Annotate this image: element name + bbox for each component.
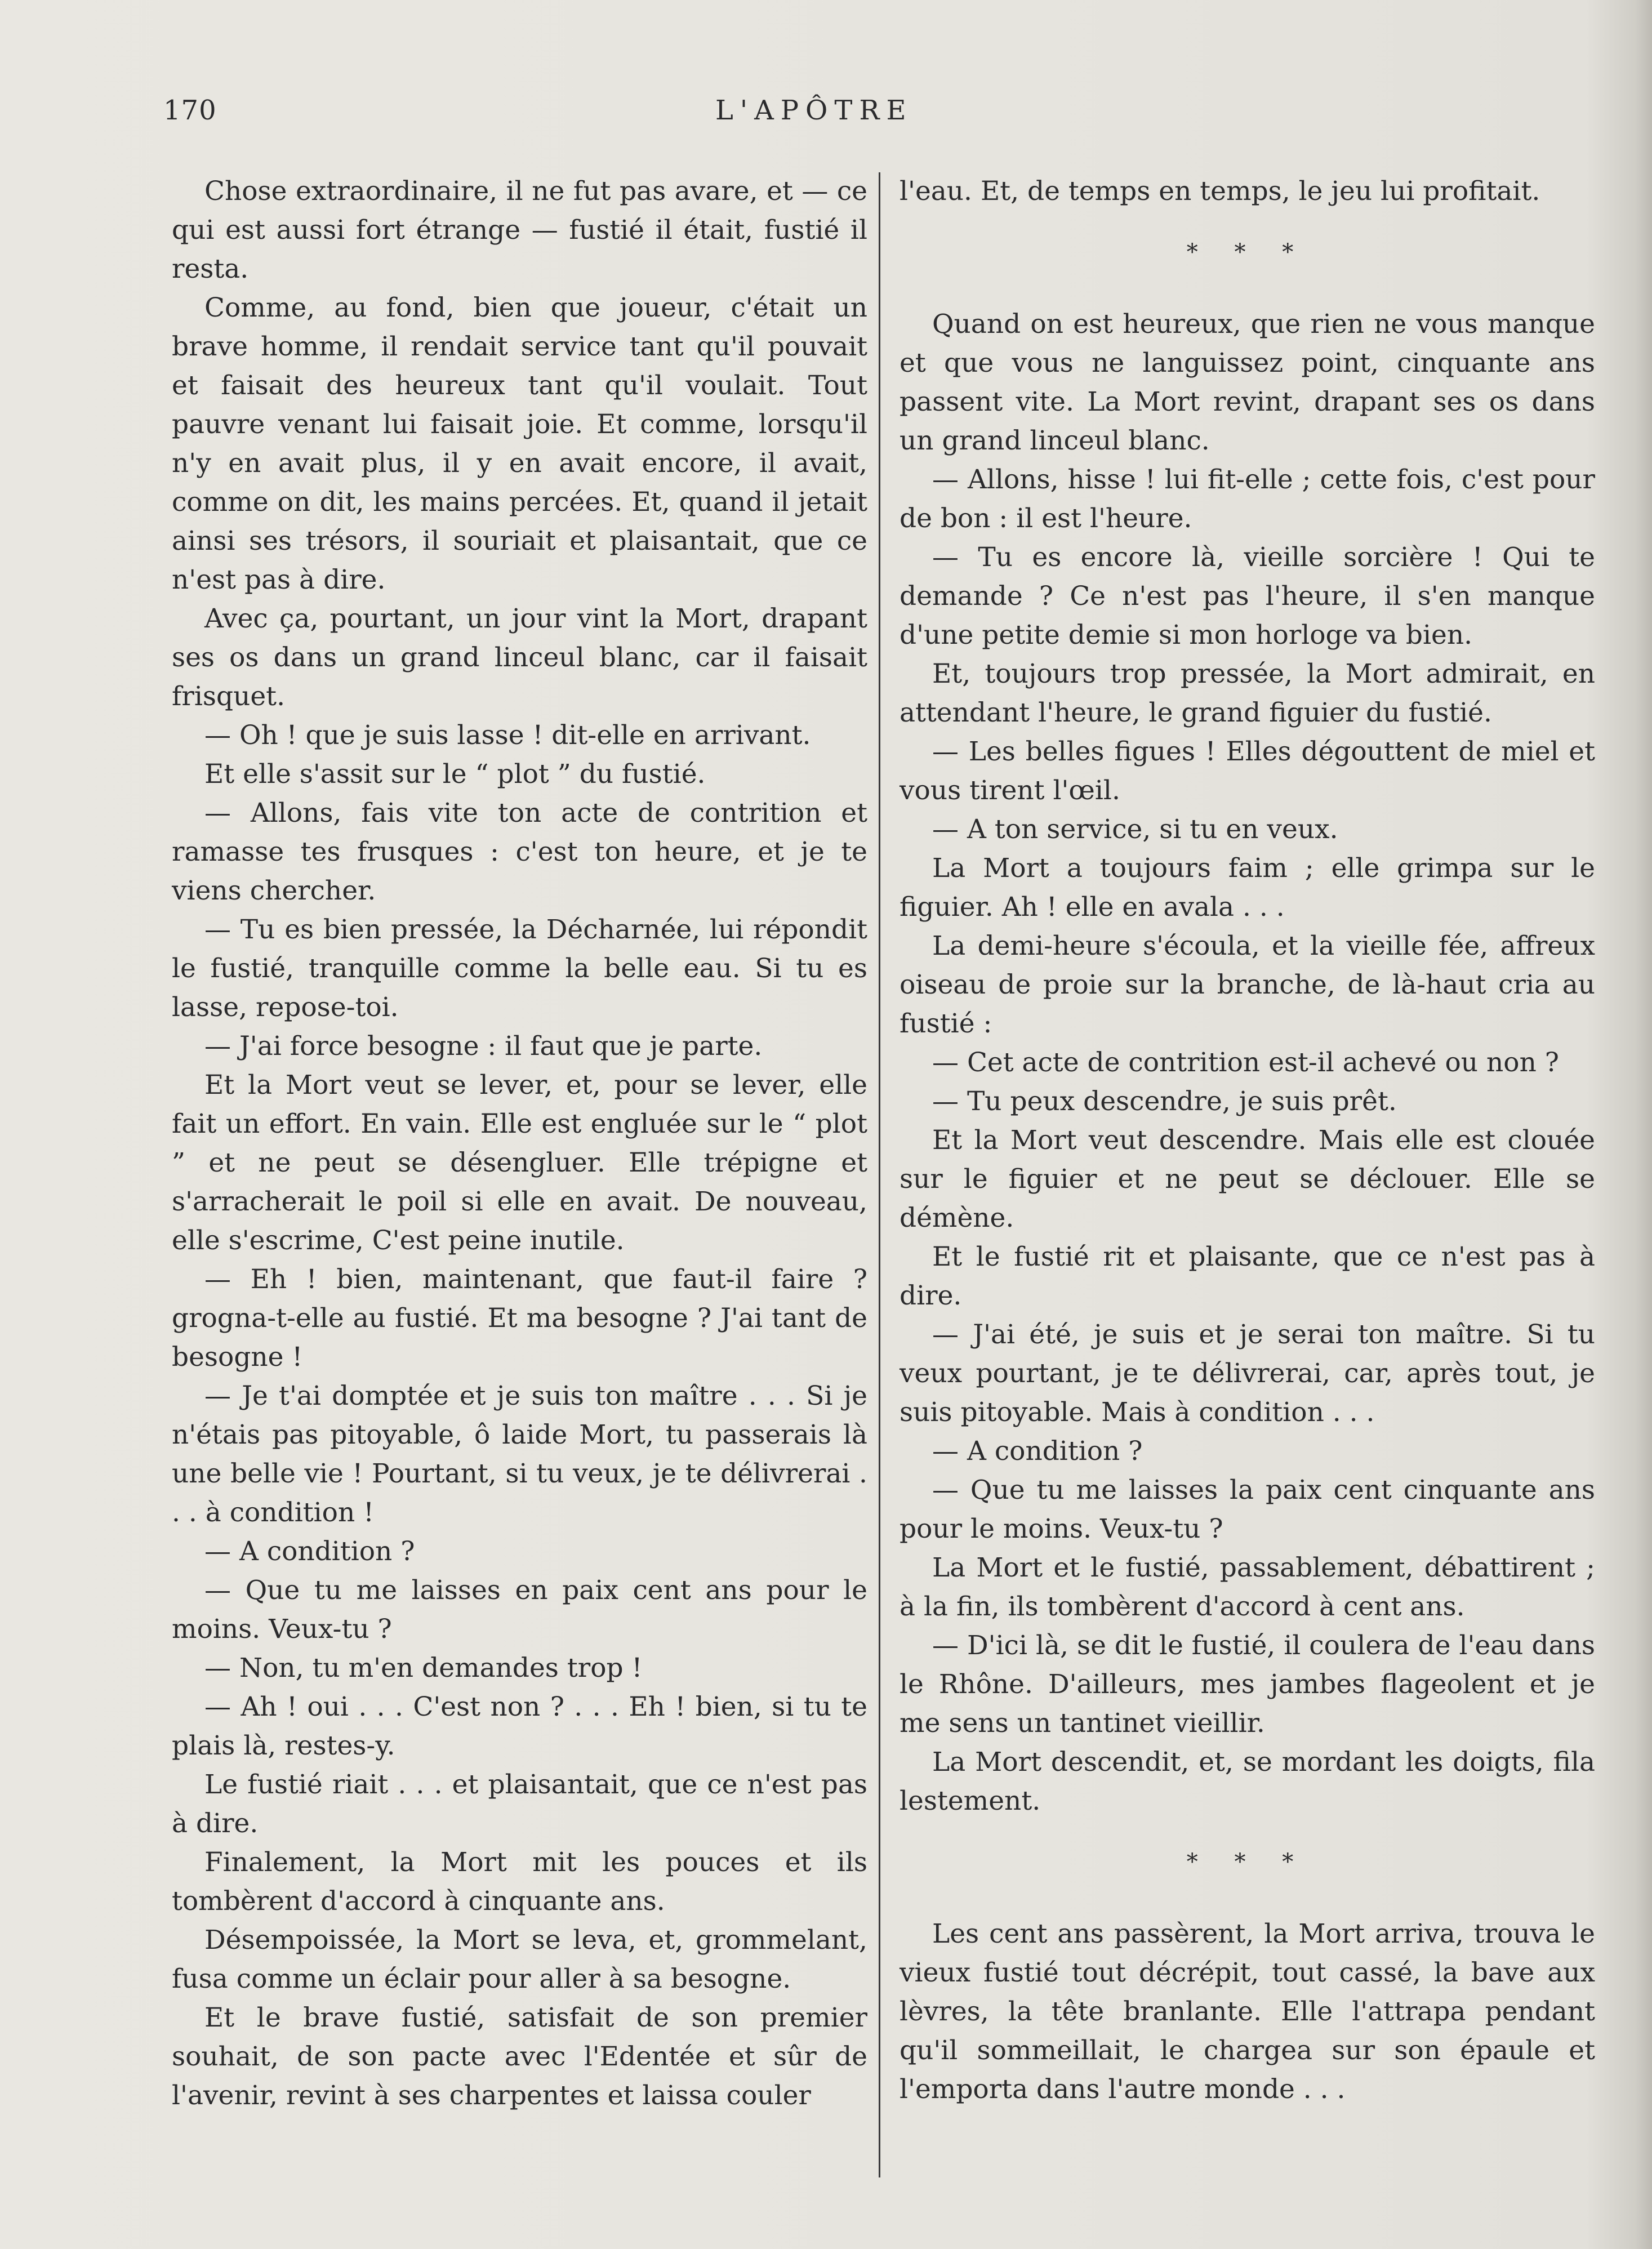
left-column [172, 172, 867, 2115]
paragraph: Finalement, la Mort mit les pouces et ils tombèrent d'accord à cinquante ans. [172, 1847, 867, 1917]
paragraph: Désempoissée, la Mort se leva, et, grommelant, fusa comme un éclair pour aller à sa besogne. [172, 1925, 867, 1994]
section-break: * * * [1186, 1849, 1308, 1875]
paragraph: — Je t'ai domptée et je suis ton maître . . . Si je n'étais pas pitoyable, ô laide Mort, tu passerais là une belle vie ! Pourtant, si tu veux, je te délivrerai . . . à condition ! [172, 1380, 867, 1528]
paragraph: — J'ai force besogne : il faut que je parte. [204, 1031, 763, 1062]
paragraph: — Les belles figues ! Elles dégouttent de miel et vous tirent l'œil. [900, 736, 1595, 806]
paragraph: — Ah ! oui . . . C'est non ? . . . Eh ! bien, si tu te plais là, restes-y. [172, 1691, 867, 1761]
paragraph: — A condition ? [932, 1436, 1143, 1467]
paragraph: Et, toujours trop pressée, la Mort admirait, en attendant l'heure, le grand figuier du fustié. [900, 658, 1595, 728]
paragraph: — Que tu me laisses en paix cent ans pour le moins. Veux-tu ? [172, 1575, 867, 1645]
paragraph: — D'ici là, se dit le fustié, il coulera de l'eau dans le Rhône. D'ailleurs, mes jambes flageolent et je me sens un tantinet vieillir. [900, 1630, 1595, 1739]
paragraph-continuation: l'eau. Et, de temps en temps, le jeu lui profitait. [900, 176, 1540, 207]
paragraph: — Non, tu m'en demandes trop ! [204, 1653, 643, 1684]
paragraph: — Oh ! que je suis lasse ! dit-elle en arrivant. [204, 720, 811, 751]
paragraph: — Allons, fais vite ton acte de contrition et ramasse tes frusques : c'est ton heure, et je te viens chercher. [172, 798, 867, 906]
paragraph: La Mort et le fustié, passablement, débattirent ; à la fin, ils tombèrent d'accord à cent ans. [900, 1552, 1595, 1622]
paragraph: — Allons, hisse ! lui fit-elle ; cette fois, c'est pour de bon : il est l'heure. [900, 464, 1595, 534]
paragraph: Et le brave fustié, satisfait de son premier souhait, de son pacte avec l'Edentée et sûr de l'avenir, revint à ses charpentes et laissa couler [172, 2002, 867, 2111]
paragraph: — Cet acte de contrition est-il achevé ou non ? [932, 1047, 1559, 1078]
paragraph: Comme, au fond, bien que joueur, c'était un brave homme, il rendait service tant qu'il pouvait et faisait des heureux tant qu'il voulait. Tout pauvre venant lui faisait joie. Et comme, lorsqu'il n'y en avait plus, il y en avait encore, il avait, comme on dit, les mains percées. Et, quand il jetait ainsi ses trésors, il souriait et plaisantait, que ce n'est pas à dire. [172, 292, 867, 595]
paragraph: Et elle s'assit sur le “ plot ” du fustié. [204, 759, 706, 790]
paragraph: Chose extraordinaire, il ne fut pas avare, et — ce qui est aussi fort étrange — fustié il était, fustié il resta. [172, 176, 867, 284]
paragraph: Le fustié riait . . . et plaisantait, que ce n'est pas à dire. [172, 1769, 867, 1839]
paragraph: — Que tu me laisses la paix cent cinquante ans pour le moins. Veux-tu ? [900, 1475, 1595, 1544]
paragraph: — J'ai été, je suis et je serai ton maître. Si tu veux pourtant, je te délivrerai, car, après tout, je suis pitoyable. Mais à condition . . . [900, 1319, 1595, 1428]
paragraph: La demi-heure s'écoula, et la vieille fée, affreux oiseau de proie sur la branche, de là-haut cria au fustié : [900, 930, 1595, 1039]
paragraph: Et le fustié rit et plaisante, que ce n'est pas à dire. [900, 1241, 1595, 1311]
paragraph: — Tu es encore là, vieille sorcière ! Qui te demande ? Ce n'est pas l'heure, il s'en manque d'une petite demie si mon horloge va bien. [900, 542, 1595, 651]
paragraph: — Tu peux descendre, je suis prêt. [932, 1086, 1397, 1117]
right-column [900, 172, 1595, 2109]
page-number: 170 [163, 95, 217, 126]
paragraph: Et la Mort veut se lever, et, pour se lever, elle fait un effort. En vain. Elle est engluée sur le “ plot ” et ne peut se désengluer. Elle trépigne et s'arracherait le poil si elle en avait. De nouveau, elle s'escrime, C'est peine inutile. [172, 1070, 867, 1256]
paragraph: La Mort a toujours faim ; elle grimpa sur le figuier. Ah ! elle en avala . . . [900, 853, 1595, 923]
paragraph: — A condition ? [204, 1536, 415, 1567]
running-title: L'APÔTRE [715, 95, 913, 126]
column-divider [879, 172, 880, 2177]
paragraph: Quand on est heureux, que rien ne vous manque et que vous ne languissez point, cinquante ans passent vite. La Mort revint, drapant ses os dans un grand linceul blanc. [900, 309, 1595, 456]
paragraph: Et la Mort veut descendre. Mais elle est clouée sur le figuier et ne peut se déclouer. Elle se démène. [900, 1125, 1595, 1233]
paragraph: Avec ça, pourtant, un jour vint la Mort, drapant ses os dans un grand linceul blanc, car il faisait frisquet. [172, 603, 867, 712]
paragraph: La Mort descendit, et, se mordant les doigts, fila lestement. [900, 1747, 1595, 1816]
paragraph: Les cent ans passèrent, la Mort arriva, trouva le vieux fustié tout décrépit, tout cassé, la bave aux lèvres, la tête branlante. Elle l'attrapa pendant qu'il sommeillait, le chargea sur son épaule et l'emporta dans l'autre monde . . . [900, 1918, 1595, 2105]
paragraph: — A ton service, si tu en veux. [932, 814, 1338, 845]
paragraph: — Tu es bien pressée, la Décharnée, lui répondit le fustié, tranquille comme la belle eau. Si tu es lasse, repose-toi. [172, 914, 867, 1023]
section-break: * * * [1186, 239, 1308, 265]
paragraph: — Eh ! bien, maintenant, que faut-il faire ? grogna-t-elle au fustié. Et ma besogne ? J'ai tant de besogne ! [172, 1264, 867, 1373]
